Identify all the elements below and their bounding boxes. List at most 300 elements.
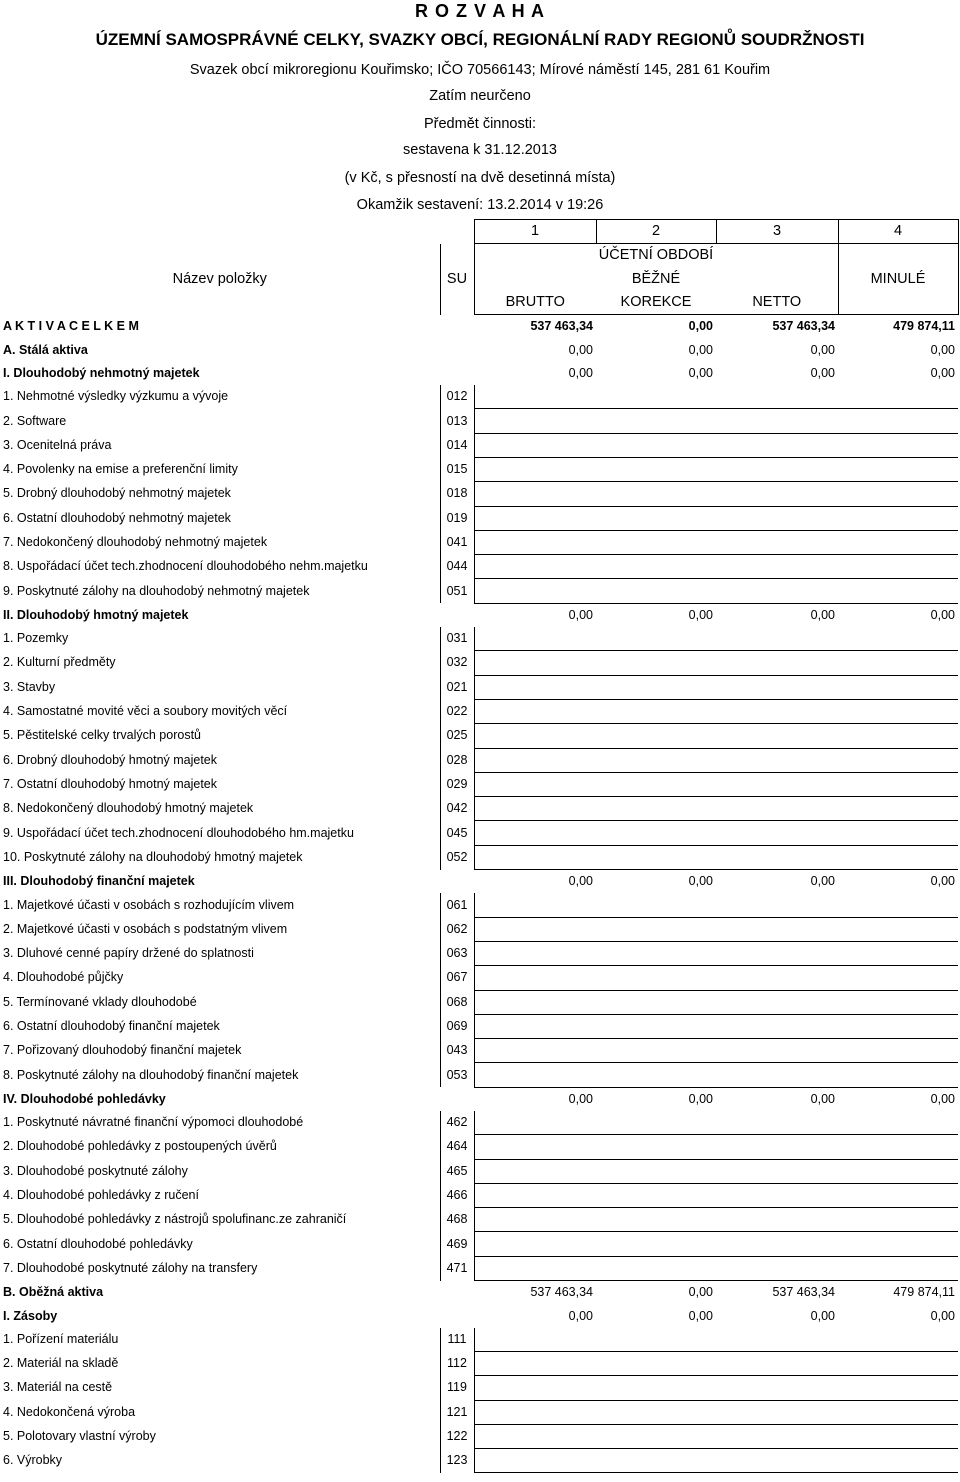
item-name-header: Název položky bbox=[172, 270, 267, 287]
netto-value bbox=[716, 506, 838, 530]
table-row bbox=[0, 1232, 958, 1256]
netto-value bbox=[716, 941, 838, 965]
table-row bbox=[0, 409, 958, 433]
row-label: IV. Dlouhodobé pohledávky bbox=[3, 1091, 166, 1106]
row-label: B. Oběžná aktiva bbox=[3, 1284, 104, 1299]
row-su bbox=[440, 1281, 474, 1305]
column-number: 3 bbox=[716, 220, 838, 244]
korekce-value: 0,00 bbox=[688, 1308, 713, 1323]
previous-value bbox=[838, 893, 958, 917]
row-label: 8. Uspořádací účet tech.zhodnocení dlouhodobého nehm.majetku bbox=[3, 559, 368, 574]
korekce-value bbox=[596, 1400, 716, 1424]
column-number: 4 bbox=[838, 220, 958, 244]
row-label: 6. Ostatní dlouhodobý finanční majetek bbox=[3, 1018, 220, 1033]
brutto-value bbox=[474, 1063, 596, 1087]
korekce-header: KOREKCE bbox=[596, 291, 716, 315]
row-label: 8. Poskytnuté zálohy na dlouhodobý finanční majetek bbox=[3, 1067, 299, 1082]
table-row bbox=[0, 627, 958, 651]
korekce-value bbox=[596, 385, 716, 409]
previous-value bbox=[838, 627, 958, 651]
row-su: 069 bbox=[440, 1014, 474, 1038]
brutto-value: 0,00 bbox=[568, 607, 593, 622]
korekce-value bbox=[596, 1111, 716, 1135]
netto-value bbox=[716, 1449, 838, 1473]
previous-value bbox=[838, 675, 958, 699]
brutto-value bbox=[474, 1135, 596, 1159]
brutto-value: 537 463,34 bbox=[530, 1285, 593, 1300]
table-row bbox=[0, 990, 958, 1014]
netto-value bbox=[716, 893, 838, 917]
brutto-value bbox=[474, 530, 596, 554]
report-subtitle: ÚZEMNÍ SAMOSPRÁVNÉ CELKY, SVAZKY OBCÍ, REGIONÁLNÍ RADY REGIONŮ SOUDRŽNOSTI bbox=[95, 30, 865, 49]
previous-value bbox=[838, 457, 958, 481]
row-su: 053 bbox=[440, 1063, 474, 1087]
brutto-value bbox=[474, 1328, 596, 1352]
row-label: 7. Ostatní dlouhodobý hmotný majetek bbox=[3, 776, 218, 791]
netto-value bbox=[716, 1039, 838, 1063]
previous-value bbox=[838, 821, 958, 845]
netto-value bbox=[716, 1351, 838, 1375]
row-label: 4. Dlouhodobé půjčky bbox=[3, 970, 124, 985]
brutto-value bbox=[474, 1014, 596, 1038]
brutto-value bbox=[474, 482, 596, 506]
section-row bbox=[0, 603, 958, 627]
table-row bbox=[0, 433, 958, 457]
netto-value bbox=[716, 966, 838, 990]
row-su: 041 bbox=[440, 530, 474, 554]
su-header: SU bbox=[440, 244, 474, 315]
row-label: 4. Dlouhodobé pohledávky z ručení bbox=[3, 1188, 199, 1203]
table-row bbox=[0, 1111, 958, 1135]
row-label: 4. Nedokončená výroba bbox=[3, 1404, 136, 1419]
row-su: 045 bbox=[440, 821, 474, 845]
brutto-value bbox=[474, 724, 596, 748]
table-row bbox=[0, 1063, 958, 1087]
previous-value bbox=[838, 555, 958, 579]
table-row bbox=[0, 1039, 958, 1063]
korekce-value bbox=[596, 555, 716, 579]
table-header bbox=[0, 220, 958, 315]
previous-value bbox=[838, 1424, 958, 1448]
row-su: 051 bbox=[440, 579, 474, 603]
row-su: 012 bbox=[440, 385, 474, 409]
row-su: 068 bbox=[440, 990, 474, 1014]
netto-value bbox=[716, 1424, 838, 1448]
netto-value bbox=[716, 917, 838, 941]
created-timestamp: Okamžik sestavení: 13.2.2014 v 19:26 bbox=[356, 197, 604, 213]
netto-value bbox=[716, 1159, 838, 1183]
row-su: 032 bbox=[440, 651, 474, 675]
netto-value: 0,00 bbox=[810, 342, 835, 357]
row-su: 468 bbox=[440, 1208, 474, 1232]
brutto-value bbox=[474, 1256, 596, 1280]
row-label: 1. Majetkové účasti v osobách s rozhodujícím vlivem bbox=[3, 897, 295, 912]
brutto-value bbox=[474, 917, 596, 941]
korekce-value: 0,00 bbox=[688, 365, 713, 380]
brutto-value bbox=[474, 966, 596, 990]
table-row bbox=[0, 1135, 958, 1159]
korekce-value bbox=[596, 845, 716, 869]
table-row bbox=[0, 506, 958, 530]
netto-value bbox=[716, 651, 838, 675]
korekce-value bbox=[596, 1208, 716, 1232]
column-number: 2 bbox=[596, 220, 716, 244]
row-su: 462 bbox=[440, 1111, 474, 1135]
row-su: 052 bbox=[440, 845, 474, 869]
row-label: 7. Nedokončený dlouhodobý nehmotný majetek bbox=[3, 535, 268, 549]
row-su: 061 bbox=[440, 893, 474, 917]
netto-value bbox=[716, 627, 838, 651]
korekce-value bbox=[596, 409, 716, 433]
previous-value bbox=[838, 1159, 958, 1183]
brutto-value bbox=[474, 772, 596, 796]
netto-value bbox=[716, 482, 838, 506]
row-su: 464 bbox=[440, 1135, 474, 1159]
row-label: 9. Uspořádací účet tech.zhodnocení dlouhodobého hm.majetku bbox=[3, 825, 354, 840]
row-su: 019 bbox=[440, 506, 474, 530]
previous-value bbox=[838, 1328, 958, 1352]
row-label: 3. Dlouhodobé poskytnuté zálohy bbox=[3, 1163, 188, 1178]
table-row bbox=[0, 1014, 958, 1038]
netto-value bbox=[716, 385, 838, 409]
row-label: I. Dlouhodobý nehmotný majetek bbox=[3, 365, 200, 380]
previous-value bbox=[838, 1400, 958, 1424]
row-su: 067 bbox=[440, 966, 474, 990]
korekce-value bbox=[596, 1183, 716, 1207]
korekce-value bbox=[596, 1256, 716, 1280]
table-row bbox=[0, 1256, 958, 1280]
previous-value bbox=[838, 1039, 958, 1063]
korekce-value bbox=[596, 1449, 716, 1473]
previous-value bbox=[838, 845, 958, 869]
netto-value: 0,00 bbox=[810, 1091, 835, 1106]
table-row bbox=[0, 699, 958, 723]
row-su bbox=[440, 362, 474, 385]
korekce-value bbox=[596, 675, 716, 699]
previous-period-header: MINULÉ bbox=[838, 244, 958, 315]
korekce-value bbox=[596, 457, 716, 481]
table-row bbox=[0, 457, 958, 481]
korekce-value: 0,00 bbox=[688, 874, 713, 889]
korekce-value bbox=[596, 748, 716, 772]
as-of-date: sestavena k 31.12.2013 bbox=[403, 142, 557, 158]
row-label: III. Dlouhodobý finanční majetek bbox=[3, 873, 195, 888]
entity-info: Svazek obcí mikroregionu Kouřimsko; IČO 70566143; Mírové náměstí 145, 281 61 Kouřim bbox=[189, 62, 771, 78]
korekce-value: 0,00 bbox=[688, 1285, 713, 1300]
row-label: 5. Dlouhodobé pohledávky z nástrojů spolufinanc.ze zahraničí bbox=[3, 1212, 347, 1227]
row-label: 2. Materiál na skladě bbox=[3, 1356, 119, 1371]
previous-value: 0,00 bbox=[930, 1308, 955, 1323]
previous-value: 0,00 bbox=[930, 607, 955, 622]
brutto-header: BRUTTO bbox=[474, 291, 596, 315]
brutto-value bbox=[474, 1111, 596, 1135]
table-row bbox=[0, 1351, 958, 1375]
row-su: 028 bbox=[440, 748, 474, 772]
table-row bbox=[0, 675, 958, 699]
netto-value: 537 463,34 bbox=[772, 319, 835, 334]
netto-header: NETTO bbox=[716, 291, 838, 315]
netto-value bbox=[716, 1232, 838, 1256]
previous-value bbox=[838, 1351, 958, 1375]
netto-value bbox=[716, 1014, 838, 1038]
table-row bbox=[0, 1376, 958, 1400]
korekce-value bbox=[596, 627, 716, 651]
table-row bbox=[0, 1449, 958, 1473]
row-label: 9. Poskytnuté zálohy na dlouhodobý nehmotný majetek bbox=[3, 583, 310, 598]
row-label: 7. Pořizovaný dlouhodobý finanční majetek bbox=[3, 1043, 242, 1058]
table-row bbox=[0, 1208, 958, 1232]
row-label: 5. Pěstitelské celky trvalých porostů bbox=[3, 728, 201, 743]
netto-value bbox=[716, 409, 838, 433]
section-row bbox=[0, 338, 958, 361]
netto-value bbox=[716, 797, 838, 821]
row-su: 022 bbox=[440, 699, 474, 723]
previous-value bbox=[838, 651, 958, 675]
brutto-value bbox=[474, 409, 596, 433]
row-su bbox=[440, 338, 474, 361]
row-label: II. Dlouhodobý hmotný majetek bbox=[3, 607, 189, 622]
table-row bbox=[0, 1400, 958, 1424]
netto-value bbox=[716, 457, 838, 481]
previous-value: 0,00 bbox=[930, 342, 955, 357]
netto-value bbox=[716, 1183, 838, 1207]
korekce-value bbox=[596, 893, 716, 917]
row-su bbox=[440, 1304, 474, 1327]
row-label: I. Zásoby bbox=[3, 1308, 58, 1323]
row-label: 1. Poskytnuté návratné finanční výpomoci dlouhodobé bbox=[3, 1115, 304, 1130]
table-row bbox=[0, 1424, 958, 1448]
row-su: 031 bbox=[440, 627, 474, 651]
brutto-value: 537 463,34 bbox=[530, 319, 593, 334]
brutto-value bbox=[474, 1159, 596, 1183]
table-row bbox=[0, 966, 958, 990]
previous-value bbox=[838, 748, 958, 772]
row-su: 044 bbox=[440, 555, 474, 579]
row-label: 3. Dluhové cenné papíry držené do splatnosti bbox=[3, 946, 254, 961]
balance-sheet-table bbox=[0, 219, 959, 1473]
netto-value bbox=[716, 555, 838, 579]
table-row bbox=[0, 385, 958, 409]
korekce-value bbox=[596, 1424, 716, 1448]
brutto-value bbox=[474, 385, 596, 409]
netto-value bbox=[716, 1063, 838, 1087]
netto-value bbox=[716, 433, 838, 457]
brutto-value bbox=[474, 506, 596, 530]
previous-value bbox=[838, 1208, 958, 1232]
row-label: A K T I V A C E L K E M bbox=[3, 319, 139, 334]
activity-label: Předmět činnosti: bbox=[423, 116, 537, 132]
previous-value bbox=[838, 1232, 958, 1256]
korekce-value bbox=[596, 1351, 716, 1375]
row-su: 119 bbox=[440, 1376, 474, 1400]
table-row bbox=[0, 579, 958, 603]
netto-value bbox=[716, 845, 838, 869]
brutto-value bbox=[474, 821, 596, 845]
netto-value bbox=[716, 821, 838, 845]
table-row bbox=[0, 724, 958, 748]
row-su: 111 bbox=[440, 1328, 474, 1352]
brutto-value bbox=[474, 990, 596, 1014]
table-row bbox=[0, 748, 958, 772]
korekce-value bbox=[596, 1232, 716, 1256]
brutto-value bbox=[474, 699, 596, 723]
brutto-value: 0,00 bbox=[568, 1308, 593, 1323]
table-row bbox=[0, 530, 958, 554]
row-su: 042 bbox=[440, 797, 474, 821]
brutto-value bbox=[474, 797, 596, 821]
korekce-value bbox=[596, 1135, 716, 1159]
previous-value bbox=[838, 1183, 958, 1207]
row-label: 10. Poskytnuté zálohy na dlouhodobý hmotný majetek bbox=[3, 849, 303, 864]
netto-value: 0,00 bbox=[810, 365, 835, 380]
korekce-value: 0,00 bbox=[688, 342, 713, 357]
korekce-value bbox=[596, 699, 716, 723]
brutto-value bbox=[474, 627, 596, 651]
row-su bbox=[440, 1087, 474, 1111]
brutto-value bbox=[474, 675, 596, 699]
table-row bbox=[0, 941, 958, 965]
netto-value bbox=[716, 1256, 838, 1280]
brutto-value bbox=[474, 748, 596, 772]
brutto-value bbox=[474, 1424, 596, 1448]
brutto-value bbox=[474, 651, 596, 675]
section-row bbox=[0, 1087, 958, 1111]
brutto-value bbox=[474, 1183, 596, 1207]
table-row bbox=[0, 555, 958, 579]
netto-value: 0,00 bbox=[810, 1308, 835, 1323]
row-su bbox=[440, 870, 474, 894]
korekce-value bbox=[596, 797, 716, 821]
previous-value: 479 874,11 bbox=[893, 1285, 955, 1300]
previous-value bbox=[838, 409, 958, 433]
row-label: 4. Povolenky na emise a preferenční limity bbox=[3, 462, 238, 477]
row-label: 6. Drobný dlouhodobý hmotný majetek bbox=[3, 752, 218, 767]
netto-value bbox=[716, 1328, 838, 1352]
brutto-value bbox=[474, 1208, 596, 1232]
row-label: 5. Drobný dlouhodobý nehmotný majetek bbox=[3, 486, 231, 501]
column-number: 1 bbox=[474, 220, 596, 244]
brutto-value bbox=[474, 1232, 596, 1256]
section-row bbox=[0, 1304, 958, 1327]
table-row bbox=[0, 893, 958, 917]
korekce-value bbox=[596, 1376, 716, 1400]
brutto-value bbox=[474, 433, 596, 457]
previous-value bbox=[838, 966, 958, 990]
total-row bbox=[0, 315, 958, 339]
row-label: 2. Dlouhodobé pohledávky z postoupených úvěrů bbox=[3, 1139, 277, 1154]
previous-value bbox=[838, 917, 958, 941]
previous-value bbox=[838, 433, 958, 457]
previous-value bbox=[838, 1256, 958, 1280]
table-row bbox=[0, 845, 958, 869]
current-period-header: BĚŽNÉ bbox=[631, 270, 681, 287]
korekce-value bbox=[596, 651, 716, 675]
korekce-value bbox=[596, 724, 716, 748]
korekce-value bbox=[596, 506, 716, 530]
korekce-value bbox=[596, 966, 716, 990]
table-row bbox=[0, 772, 958, 796]
korekce-value: 0,00 bbox=[688, 607, 713, 622]
korekce-value bbox=[596, 530, 716, 554]
row-label: 5. Polotovary vlastní výroby bbox=[3, 1428, 156, 1443]
previous-value bbox=[838, 1135, 958, 1159]
row-label: A. Stálá aktiva bbox=[3, 342, 88, 357]
previous-value: 0,00 bbox=[930, 365, 955, 380]
netto-value bbox=[716, 579, 838, 603]
korekce-value bbox=[596, 1328, 716, 1352]
row-su: 063 bbox=[440, 941, 474, 965]
row-label: 6. Ostatní dlouhodobý nehmotný majetek bbox=[3, 510, 231, 525]
korekce-value bbox=[596, 579, 716, 603]
netto-value: 0,00 bbox=[810, 874, 835, 889]
korekce-value bbox=[596, 941, 716, 965]
accounting-period-header: ÚČETNÍ OBDOBÍ bbox=[598, 247, 714, 264]
netto-value bbox=[716, 772, 838, 796]
row-label: 1. Nehmotné výsledky výzkumu a vývoje bbox=[3, 389, 229, 404]
section-row bbox=[0, 1281, 958, 1305]
brutto-value bbox=[474, 1351, 596, 1375]
brutto-value bbox=[474, 1376, 596, 1400]
previous-value bbox=[838, 1063, 958, 1087]
korekce-value: 0,00 bbox=[688, 319, 713, 334]
korekce-value bbox=[596, 1159, 716, 1183]
brutto-value bbox=[474, 457, 596, 481]
report-title: R O Z V A H A bbox=[415, 1, 545, 21]
netto-value bbox=[716, 990, 838, 1014]
brutto-value bbox=[474, 1039, 596, 1063]
korekce-value bbox=[596, 917, 716, 941]
netto-value bbox=[716, 1376, 838, 1400]
row-su: 015 bbox=[440, 457, 474, 481]
brutto-value: 0,00 bbox=[568, 342, 593, 357]
netto-value bbox=[716, 748, 838, 772]
previous-value bbox=[838, 1111, 958, 1135]
table-row bbox=[0, 917, 958, 941]
row-su: 018 bbox=[440, 482, 474, 506]
brutto-value bbox=[474, 845, 596, 869]
netto-value bbox=[716, 1400, 838, 1424]
korekce-value bbox=[596, 482, 716, 506]
table-body bbox=[0, 315, 958, 1473]
korekce-value bbox=[596, 1063, 716, 1087]
netto-value bbox=[716, 699, 838, 723]
row-su: 469 bbox=[440, 1232, 474, 1256]
row-su bbox=[440, 315, 474, 339]
row-su: 025 bbox=[440, 724, 474, 748]
row-label: 6. Ostatní dlouhodobé pohledávky bbox=[3, 1236, 193, 1251]
previous-value bbox=[838, 1449, 958, 1473]
row-su: 471 bbox=[440, 1256, 474, 1280]
row-label: 2. Kulturní předměty bbox=[3, 655, 116, 670]
netto-value bbox=[716, 724, 838, 748]
korekce-value bbox=[596, 772, 716, 796]
section-row bbox=[0, 362, 958, 385]
row-su: 062 bbox=[440, 917, 474, 941]
row-su: 021 bbox=[440, 675, 474, 699]
korekce-value: 0,00 bbox=[688, 1091, 713, 1106]
netto-value bbox=[716, 530, 838, 554]
brutto-value bbox=[474, 893, 596, 917]
previous-value bbox=[838, 579, 958, 603]
row-su: 043 bbox=[440, 1039, 474, 1063]
units-note: (v Kč, s přesností na dvě desetinná místa) bbox=[344, 170, 616, 186]
netto-value bbox=[716, 675, 838, 699]
korekce-value bbox=[596, 433, 716, 457]
korekce-value bbox=[596, 1039, 716, 1063]
previous-value bbox=[838, 385, 958, 409]
row-su: 122 bbox=[440, 1424, 474, 1448]
row-su: 121 bbox=[440, 1400, 474, 1424]
